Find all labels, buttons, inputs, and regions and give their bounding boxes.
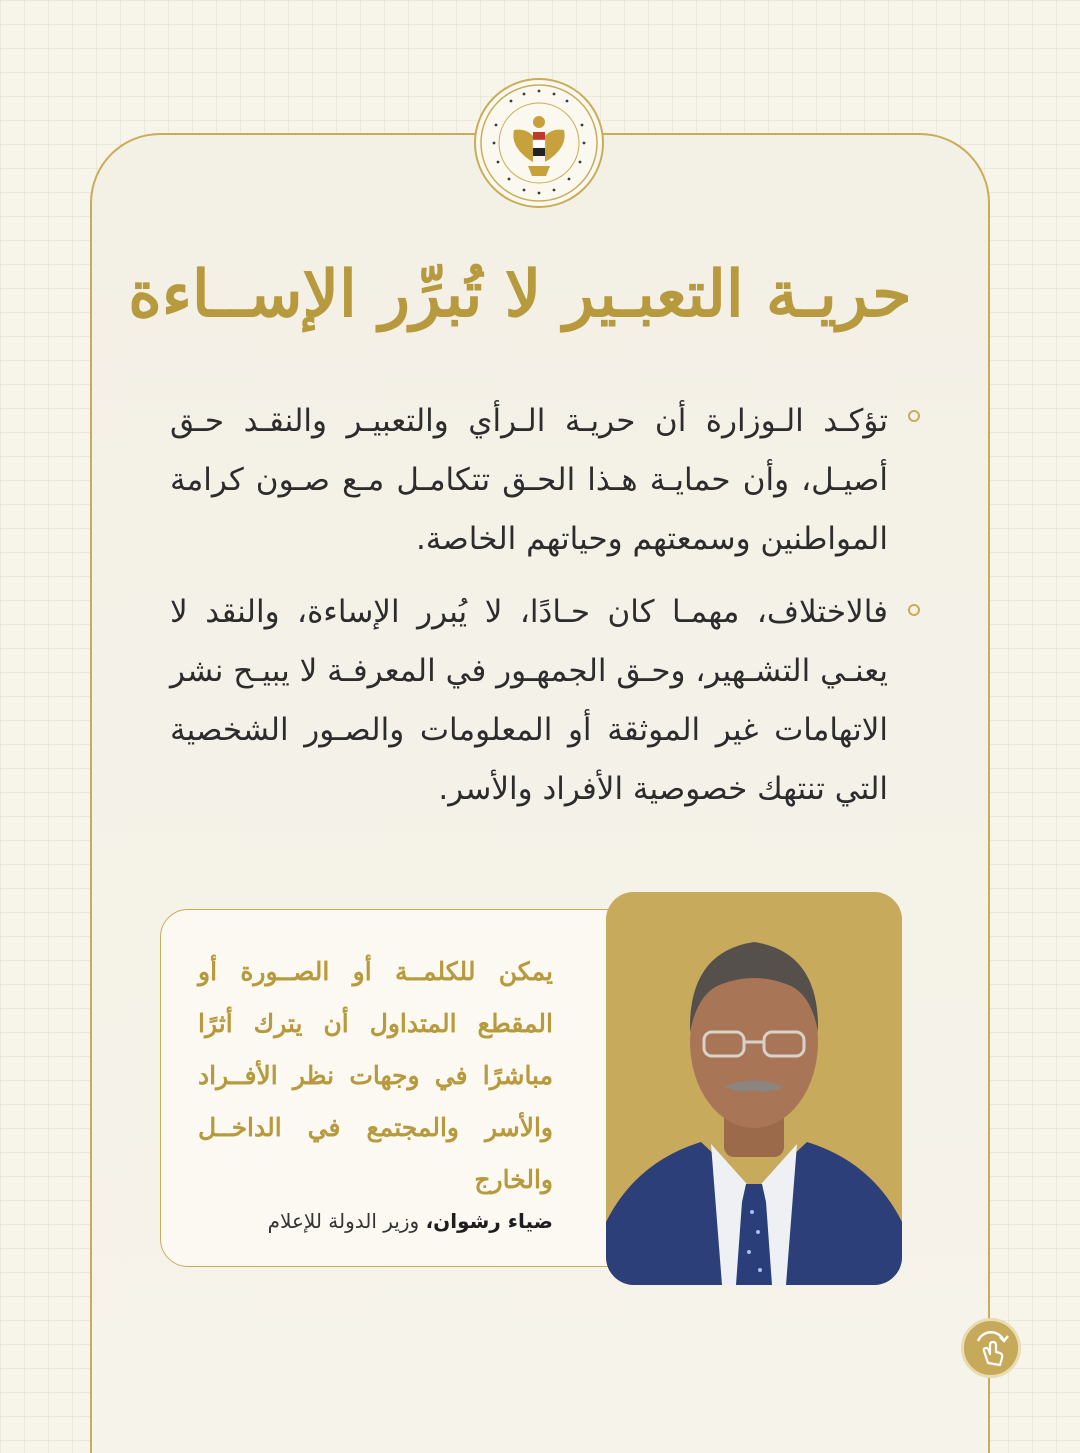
quote-text: يمكن للكلمــة أو الصــورة أو المقطع المتداول أن يترك أثرًا مباشرًا في وجهات نظر الأفــراد والأسر والمجتمع في الداخــل والخارج xyxy=(198,957,553,1194)
swipe-hand-icon xyxy=(964,1321,1018,1375)
speaker-name: ضياء رشوان، xyxy=(425,1209,553,1233)
eagle-emblem-icon xyxy=(476,80,602,206)
ministry-logo xyxy=(474,78,604,208)
speaker-photo xyxy=(606,892,902,1285)
bullet-circle-icon xyxy=(908,410,920,422)
quote-attribution xyxy=(198,1206,553,1236)
speaker-role: وزير الدولة للإعلام xyxy=(267,1209,420,1233)
page-title: حريـة التعبـير لا تُبرِّر الإســاءة xyxy=(128,257,912,332)
paragraph-1: تؤكـد الـوزارة أن حريـة الـرأي والتعبيـر والنقـد حـق أصيـل، وأن حمايـة هـذا الحـق تتكامـل مـع صـون كرامة المواطنين وسمعتهم وحياتهم الخاصة. xyxy=(170,403,888,557)
bullet-circle-icon xyxy=(908,604,920,616)
swipe-button[interactable] xyxy=(961,1318,1021,1378)
paragraph-2: فالاختلاف، مهمـا كان حـادًا، لا يُبرر الإساءة، والنقد لا يعنـي التشـهير، وحـق الجمهـور في المعرفـة لا يبيـح نشر الاتهامات غير الموثقة أو المعلومات والصـور الشخصية التي تنتهك خصوصية الأفراد والأسر. xyxy=(170,594,888,807)
